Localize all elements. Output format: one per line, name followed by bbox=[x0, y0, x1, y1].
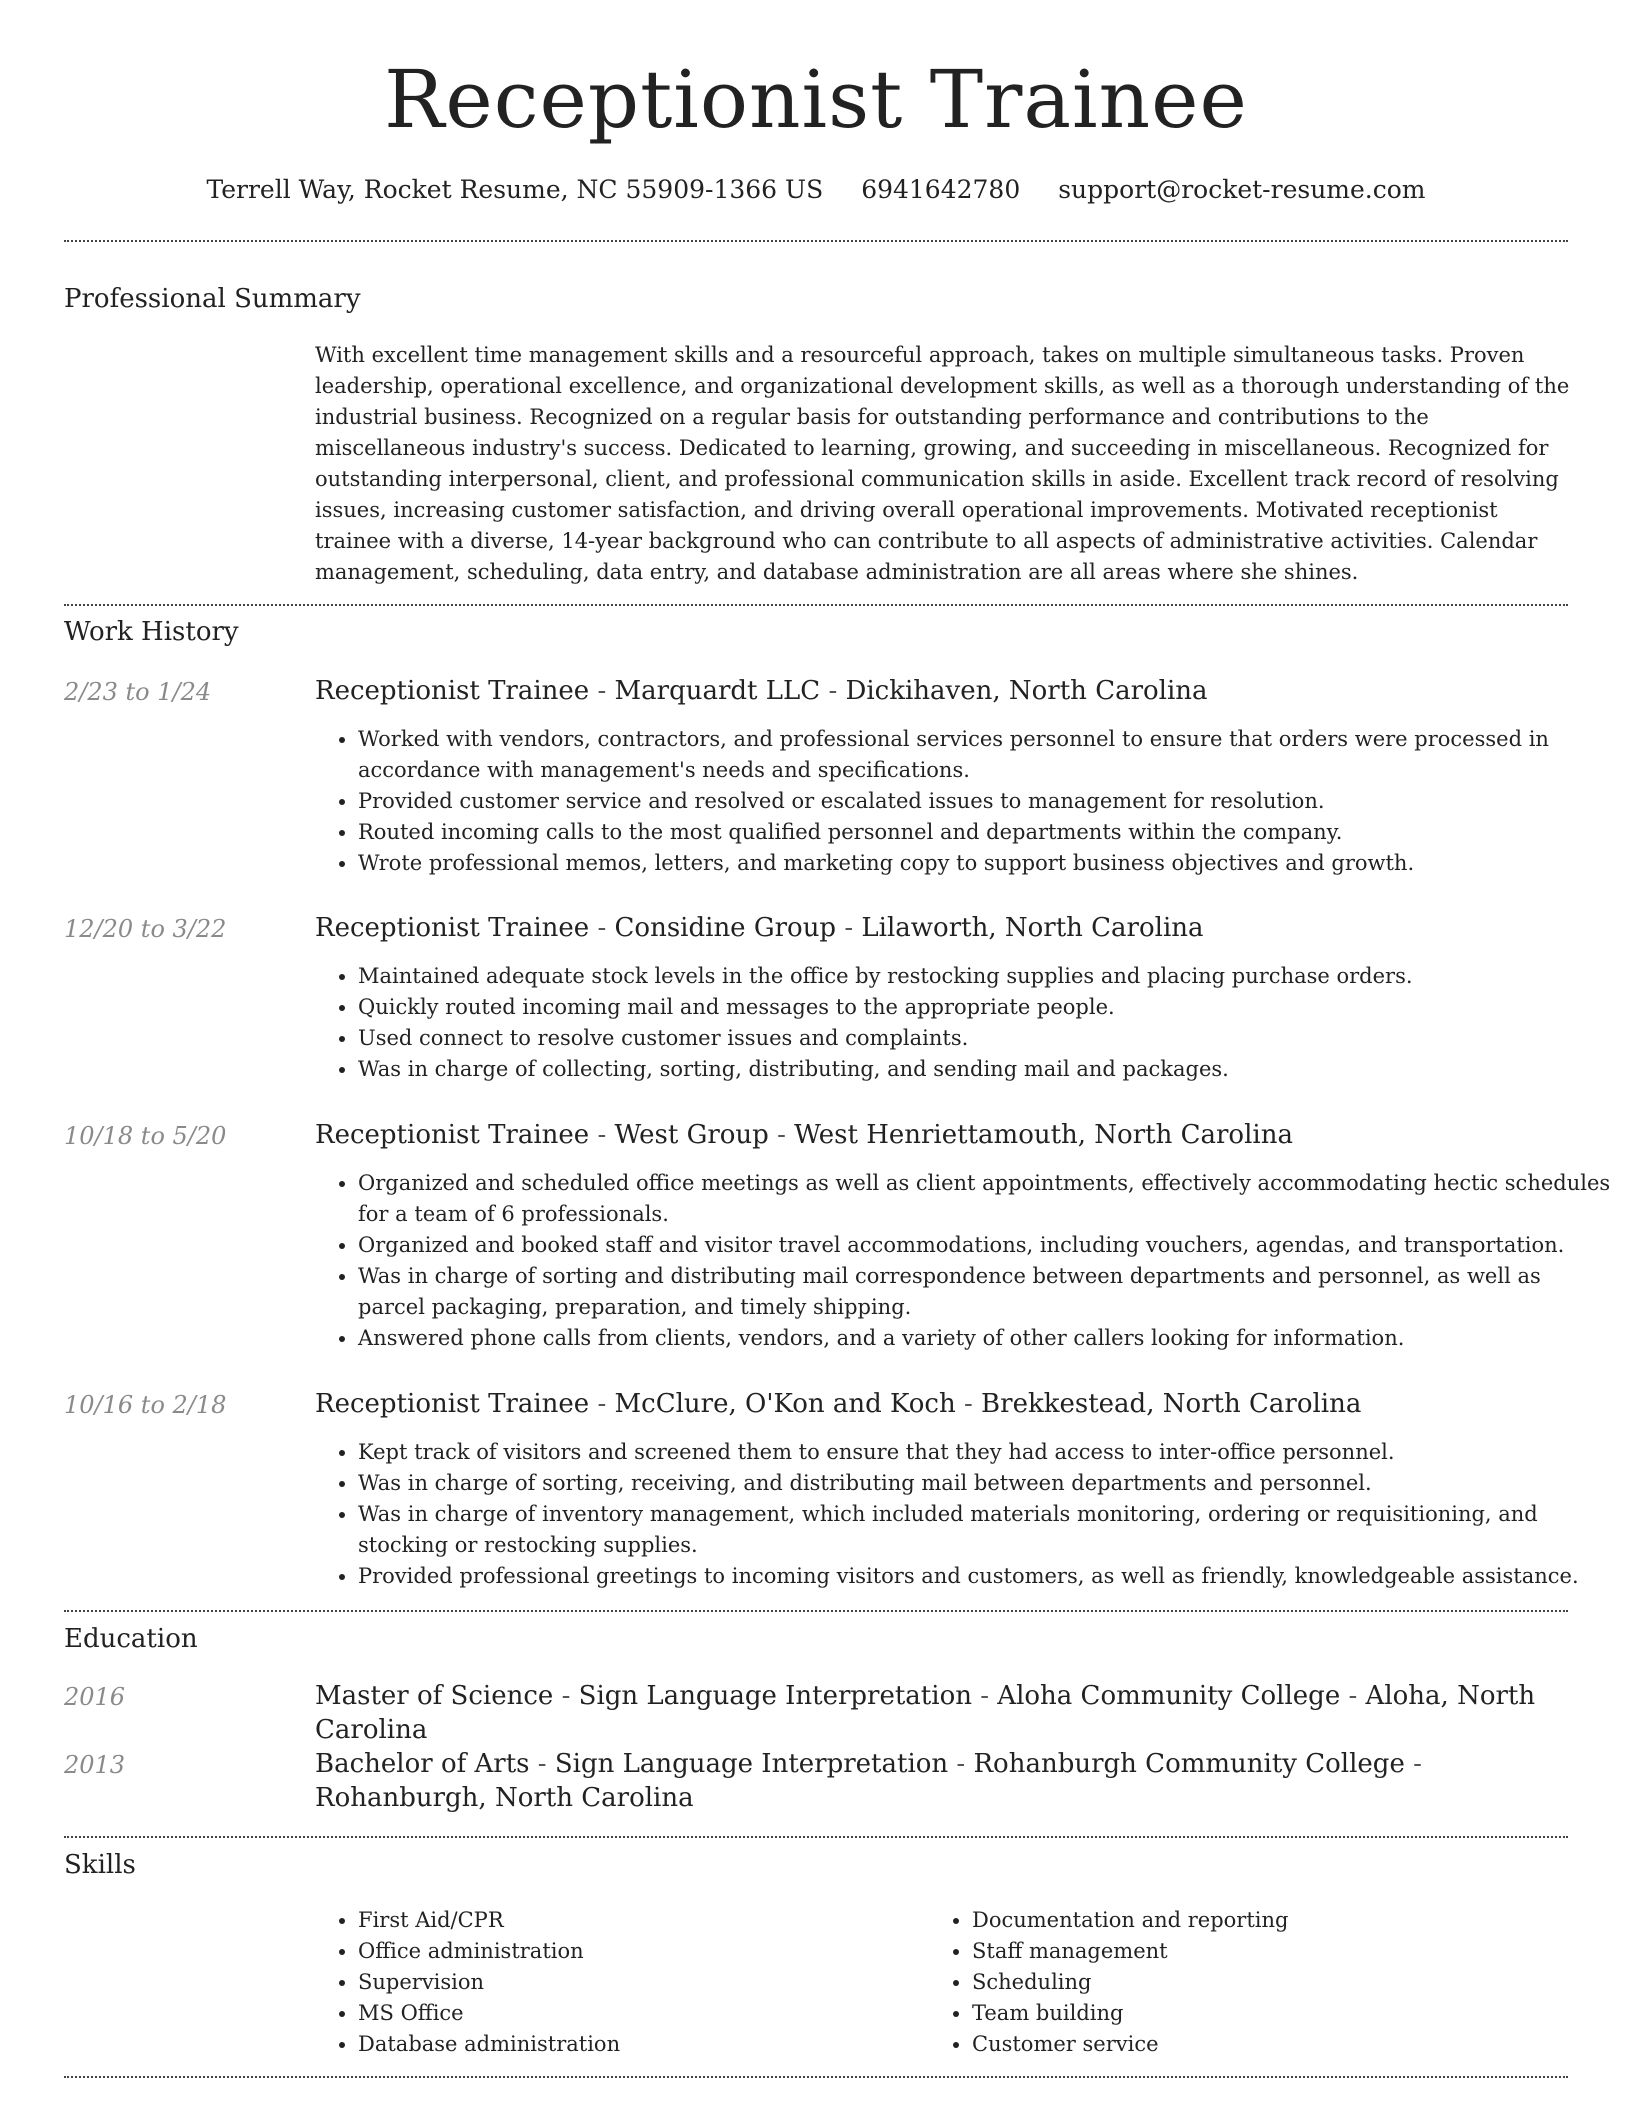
skill-item: • Customer service bbox=[972, 2029, 1572, 2060]
job-company: McClure, O'Kon and Koch bbox=[614, 1389, 956, 1419]
list-item: • Used connect to resolve customer issues and complaints. bbox=[358, 1023, 1613, 1054]
skill-item: • Scheduling bbox=[972, 1967, 1572, 1998]
job-title: Receptionist Trainee - McClure, O'Kon and Koch - Brekkestead, North Carolina bbox=[315, 1389, 1362, 1419]
job-role: Receptionist Trainee bbox=[315, 1389, 590, 1419]
education-school: Rohanburgh Community College bbox=[973, 1749, 1405, 1779]
skill-item: • Documentation and reporting bbox=[972, 1905, 1572, 1936]
education-year: 2016 bbox=[64, 1683, 126, 1711]
education-location: Rohanburgh, North Carolina bbox=[315, 1783, 694, 1813]
job-role: Receptionist Trainee bbox=[315, 913, 590, 943]
contact-phone: 6941642780 bbox=[861, 175, 1021, 204]
job-dates: 10/16 to 2/18 bbox=[64, 1391, 227, 1419]
contact-address: Terrell Way, Rocket Resume, NC 55909-1366 US bbox=[206, 175, 824, 204]
education-entry: Master of Science - Sign Language Interpretation - Aloha Community College - Aloha, North Carolina bbox=[315, 1681, 1536, 1745]
list-item: • Was in charge of inventory management, which included materials monitoring, ordering or requisitioning, and stocking or restocking supplies. bbox=[358, 1499, 1613, 1561]
job-location: West Henriettamouth, North Carolina bbox=[794, 1120, 1293, 1150]
job-company: Considine Group bbox=[614, 913, 837, 943]
job-dates: 2/23 to 1/24 bbox=[64, 678, 212, 706]
skill-item: • Staff management bbox=[972, 1936, 1572, 1967]
education-degree: Bachelor of Arts bbox=[315, 1749, 530, 1779]
job-bullets bbox=[315, 961, 1613, 1085]
list-item: • Answered phone calls from clients, vendors, and a variety of other callers looking for information. bbox=[358, 1323, 1613, 1354]
list-item: • Wrote professional memos, letters, and marketing copy to support business objectives and growth. bbox=[358, 848, 1613, 879]
list-item: • Organized and booked staff and visitor travel accommodations, including vouchers, agendas, and transportation. bbox=[358, 1230, 1613, 1261]
job-title: Receptionist Trainee - Considine Group - Lilaworth, North Carolina bbox=[315, 913, 1204, 943]
skill-item: • First Aid/CPR bbox=[358, 1905, 918, 1936]
section-title-work-history: Work History bbox=[64, 617, 239, 647]
education-field: Sign Language Interpretation bbox=[554, 1749, 949, 1779]
job-role: Receptionist Trainee bbox=[315, 676, 590, 706]
education-degree: Master of Science bbox=[315, 1681, 554, 1711]
section-divider bbox=[64, 1836, 1568, 1838]
section-divider bbox=[64, 240, 1568, 242]
list-item: • Routed incoming calls to the most qualified personnel and departments within the company. bbox=[358, 817, 1613, 848]
skill-item: • Team building bbox=[972, 1998, 1572, 2029]
job-role: Receptionist Trainee bbox=[315, 1120, 590, 1150]
job-company: West Group bbox=[614, 1120, 769, 1150]
job-bullets bbox=[315, 724, 1613, 879]
skills-list-right bbox=[929, 1905, 1572, 2060]
list-item: • Provided professional greetings to incoming visitors and customers, as well as friendly, knowledgeable assistance. bbox=[358, 1561, 1613, 1592]
education-school: Aloha Community College bbox=[997, 1681, 1341, 1711]
list-item: • Provided customer service and resolved or escalated issues to management for resolution. bbox=[358, 786, 1613, 817]
job-location: Brekkestead, North Carolina bbox=[981, 1389, 1362, 1419]
section-divider bbox=[64, 2076, 1568, 2078]
section-title-education: Education bbox=[64, 1624, 198, 1654]
list-item: • Organized and scheduled office meetings as well as client appointments, effectively accommodating hectic schedules for a team of 6 professionals. bbox=[358, 1168, 1613, 1230]
education-year: 2013 bbox=[64, 1751, 126, 1779]
skill-item: • Office administration bbox=[358, 1936, 918, 1967]
job-bullets bbox=[315, 1437, 1613, 1592]
skill-item: • Supervision bbox=[358, 1967, 918, 1998]
section-title-summary: Professional Summary bbox=[64, 284, 361, 314]
contact-line bbox=[0, 174, 1632, 206]
list-item: • Was in charge of collecting, sorting, distributing, and sending mail and packages. bbox=[358, 1054, 1613, 1085]
section-title-skills: Skills bbox=[64, 1850, 136, 1880]
job-location: Dickihaven, North Carolina bbox=[845, 676, 1208, 706]
skill-item: • Database administration bbox=[358, 2029, 918, 2060]
summary-text: With excellent time management skills and a resourceful approach, takes on multiple simultaneous tasks. Proven leadership, operational excellence, and organizational development skills, as well as a thorough understanding of the industrial business. Recognized on a regular basis for outstanding performance and contributions to the miscellaneous industry's success. Dedicated to learning, growing, and succeeding in miscellaneous. Recognized for outstanding interpersonal, client, and professional communication skills in aside. Excellent track record of resolving issues, increasing customer satisfaction, and driving overall operational improvements. Motivated receptionist trainee with a diverse, 14-year background who can contribute to all aspects of administrative activities. Calendar management, scheduling, data entry, and database administration are all areas where she shines. bbox=[315, 343, 1570, 584]
contact-email: support@rocket-resume.com bbox=[1058, 175, 1426, 204]
section-divider bbox=[64, 604, 1568, 606]
job-title: Receptionist Trainee - West Group - West Henriettamouth, North Carolina bbox=[315, 1120, 1293, 1150]
list-item: • Kept track of visitors and screened them to ensure that they had access to inter-office personnel. bbox=[358, 1437, 1613, 1468]
job-dates: 12/20 to 3/22 bbox=[64, 915, 227, 943]
resume-header bbox=[0, 0, 1632, 206]
list-item: • Quickly routed incoming mail and messages to the appropriate people. bbox=[358, 992, 1613, 1023]
candidate-name: Receptionist Trainee bbox=[384, 53, 1248, 146]
job-dates: 10/18 to 5/20 bbox=[64, 1122, 227, 1150]
education-location: Aloha, North Carolina bbox=[315, 1681, 1536, 1745]
list-item: • Maintained adequate stock levels in the office by restocking supplies and placing purchase orders. bbox=[358, 961, 1613, 992]
list-item: • Was in charge of sorting and distributing mail correspondence between departments and personnel, as well as parcel packaging, preparation, and timely shipping. bbox=[358, 1261, 1613, 1323]
skill-item: • MS Office bbox=[358, 1998, 918, 2029]
skills-list-left bbox=[315, 1905, 918, 2060]
job-company: Marquardt LLC bbox=[614, 676, 821, 706]
education-entry: Bachelor of Arts - Sign Language Interpretation - Rohanburgh Community College - Rohanburgh, North Carolina bbox=[315, 1749, 1422, 1813]
list-item: • Worked with vendors, contractors, and professional services personnel to ensure that orders were processed in accordance with management's needs and specifications. bbox=[358, 724, 1613, 786]
section-divider bbox=[64, 1610, 1568, 1612]
job-title: Receptionist Trainee - Marquardt LLC - Dickihaven, North Carolina bbox=[315, 676, 1208, 706]
job-location: Lilaworth, North Carolina bbox=[861, 913, 1204, 943]
job-bullets bbox=[315, 1168, 1613, 1354]
education-field: Sign Language Interpretation bbox=[578, 1681, 972, 1711]
list-item: • Was in charge of sorting, receiving, and distributing mail between departments and personnel. bbox=[358, 1468, 1613, 1499]
